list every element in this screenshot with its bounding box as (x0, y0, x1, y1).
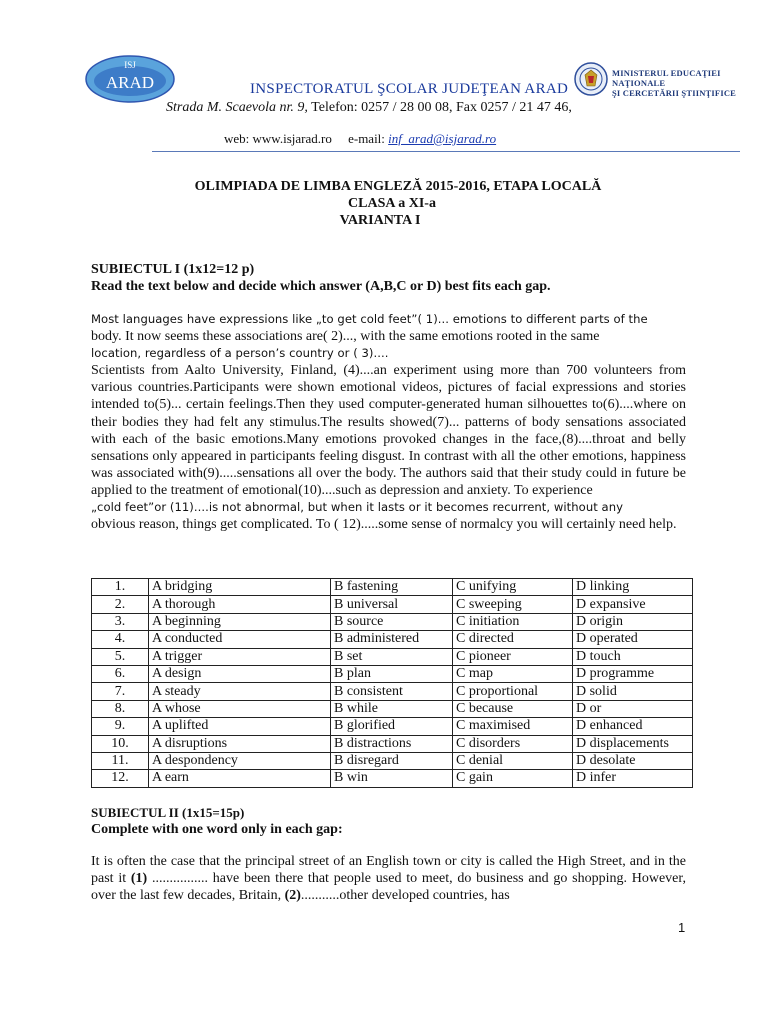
option-b: B distractions (331, 735, 453, 752)
answer-row (92, 683, 693, 700)
contact-line (224, 131, 496, 147)
text-paragraph-main: Scientists from Aalto University, Finland, (4)....an experiment using more than 700 volunteers from various countries.Participants were shown emotional videos, pictures of facial expressions and stories intended to(5)... certain feelings.Then they used computer-generated human silhouettes to(6)....where on their bodies they had felt any stimulus.The results showed(7)... patterns of body sensations associated with each of the basic emotions.Many emotions provoked changes in the face,(8)....throat and belly sensations only appeared in participants feeling disgust. In contrast with all the other emotions, happiness was associated with(9).....sensations all over the body. The authors said that their study could in future be applied to the treatment of emotional(10)....such as depression and anxiety. To experience (91, 363, 686, 498)
option-d: D desolate (573, 752, 693, 769)
question-number: 1. (92, 579, 149, 596)
question-number: 5. (92, 648, 149, 665)
answer-row (92, 665, 693, 682)
option-c: C map (453, 665, 573, 682)
olympiad-title: OLIMPIADA DE LIMBA ENGLEZĂ 2015-2016, ETAPA LOCALĂ (194, 179, 602, 194)
answer-row (92, 735, 693, 752)
option-d: D displacements (573, 735, 693, 752)
variant-title: VARIANTA I (339, 213, 421, 228)
question-number: 12. (92, 770, 149, 787)
option-b: B source (331, 613, 453, 630)
option-c: C maximised (453, 718, 573, 735)
question-number: 10. (92, 735, 149, 752)
website-link[interactable]: www.isjarad.ro (252, 131, 332, 146)
option-b: B while (331, 700, 453, 717)
option-d: D expansive (573, 596, 693, 613)
option-c: C because (453, 700, 573, 717)
option-c: C proportional (453, 683, 573, 700)
text-line-1: Most languages have expressions like „to get cold feet”( 1)... emotions to different parts of the (91, 312, 648, 326)
subject2-text-mid: ................ have been there that people used to meet, do business and go shopping. However, over the last few decades, Britain, (91, 871, 686, 904)
option-b: B plan (331, 665, 453, 682)
option-b: B administered (331, 631, 453, 648)
email-link[interactable]: inf_arad@isjarad.ro (388, 131, 497, 146)
option-d: D or (573, 700, 693, 717)
option-b: B universal (331, 596, 453, 613)
option-c: C gain (453, 770, 573, 787)
inspectorate-title: INSPECTORATUL ŞCOLAR JUDEŢEAN ARAD (250, 81, 569, 97)
option-a: A uplifted (149, 718, 331, 735)
ministry-line2: ŞI CERCETĂRII ŞTIINŢIFICE (612, 88, 737, 98)
answer-row (92, 631, 693, 648)
option-b: B glorified (331, 718, 453, 735)
option-d: D solid (573, 683, 693, 700)
question-number: 8. (92, 700, 149, 717)
answer-row (92, 700, 693, 717)
option-c: C initiation (453, 613, 573, 630)
subject1-instruction: Read the text below and decide which answer (A,B,C or D) best fits each gap. (91, 279, 551, 294)
question-number: 9. (92, 718, 149, 735)
answer-row (92, 718, 693, 735)
answer-table (91, 578, 693, 788)
question-number: 3. (92, 613, 149, 630)
class-title: CLASA a XI-a (348, 196, 436, 211)
option-a: A design (149, 665, 331, 682)
option-c: C disorders (453, 735, 573, 752)
option-d: D infer (573, 770, 693, 787)
text-line-2: body. It now seems these associations are( 2)..., with the same emotions rooted in the same (91, 329, 600, 345)
question-number: 2. (92, 596, 149, 613)
subject2-text-start: It is often the case that the principal street of an English town or city is called the High Street, and in the past it (91, 854, 686, 887)
option-d: D programme (573, 665, 693, 682)
option-b: B win (331, 770, 453, 787)
option-b: B consistent (331, 683, 453, 700)
option-a: A bridging (149, 579, 331, 596)
text-line-last: obvious reason, things get complicated. To ( 12).....some sense of normalcy you will certainly need help. (91, 517, 677, 533)
option-d: D touch (573, 648, 693, 665)
option-c: C directed (453, 631, 573, 648)
option-c: C denial (453, 752, 573, 769)
option-b: B fastening (331, 579, 453, 596)
option-a: A whose (149, 700, 331, 717)
ministry-name (612, 68, 762, 98)
phone-fax: Telefon: 0257 / 28 00 08, Fax 0257 / 21 47 46, (307, 100, 572, 115)
option-a: A despondency (149, 752, 331, 769)
answer-row (92, 648, 693, 665)
question-number: 4. (92, 631, 149, 648)
logo-main-text: ARAD (105, 73, 155, 92)
option-a: A thorough (149, 596, 331, 613)
subject2-instruction: Complete with one word only in each gap: (91, 822, 343, 837)
address-line (166, 100, 572, 116)
email-prefix: e-mail: (348, 131, 389, 146)
option-c: C sweeping (453, 596, 573, 613)
header-divider (152, 151, 740, 152)
question-number: 7. (92, 683, 149, 700)
logo-top-text: ISJ (124, 60, 136, 70)
option-a: A steady (149, 683, 331, 700)
option-b: B disregard (331, 752, 453, 769)
question-number: 11. (92, 752, 149, 769)
isj-arad-logo (84, 54, 176, 104)
text-line-3: location, regardless of a person’s country or ( 3).... (91, 346, 389, 361)
gap-1-label: (1) (130, 871, 148, 887)
ministry-crest-icon (574, 62, 608, 96)
question-number: 6. (92, 665, 149, 682)
answer-row (92, 596, 693, 613)
option-a: A disruptions (149, 735, 331, 752)
option-a: A trigger (149, 648, 331, 665)
option-d: D operated (573, 631, 693, 648)
web-prefix: web: (224, 131, 253, 146)
street-address: Strada M. Scaevola nr. 9, (166, 100, 308, 115)
option-d: D linking (573, 579, 693, 596)
option-a: A earn (149, 770, 331, 787)
answer-row (92, 613, 693, 630)
option-c: C unifying (453, 579, 573, 596)
option-a: A beginning (149, 613, 331, 630)
page-number: 1 (678, 920, 686, 935)
ministry-line1: MINISTERUL EDUCAŢIEI NAŢIONALE (612, 68, 721, 88)
answer-row (92, 752, 693, 769)
answer-row (92, 770, 693, 787)
option-d: D enhanced (573, 718, 693, 735)
subject2-text-end: ...........other developed countries, has (300, 888, 510, 904)
subject2-text (91, 853, 686, 904)
gap-2-label: (2) (284, 888, 301, 904)
option-c: C pioneer (453, 648, 573, 665)
option-b: B set (331, 648, 453, 665)
subject2-label: SUBIECTUL II (1x15=15p) (91, 805, 245, 820)
text-line-cold-feet: „cold feet”or (11)....is not abnormal, but when it lasts or it becomes recurrent, without any (91, 500, 624, 515)
option-d: D origin (573, 613, 693, 630)
option-a: A conducted (149, 631, 331, 648)
subject1-text (91, 311, 686, 533)
subject1-label: SUBIECTUL I (1x12=12 p) (91, 262, 255, 277)
answer-row (92, 579, 693, 596)
